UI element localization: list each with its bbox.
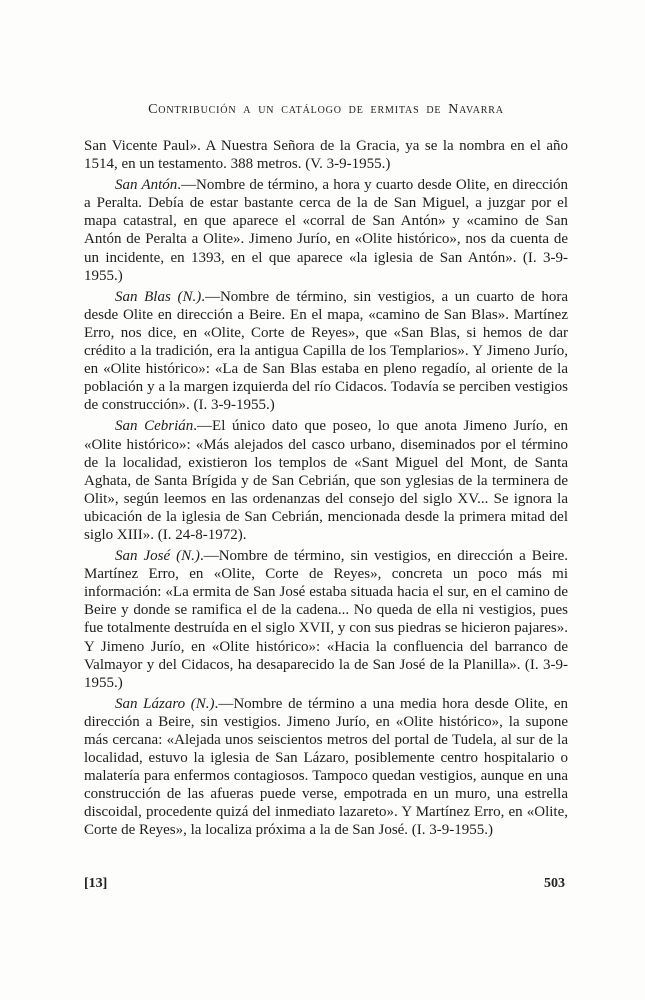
paragraph-san-cebrian <box>84 417 568 544</box>
entry-name: San Antón <box>115 177 178 194</box>
paragraph-text: .—Nombre de término a una media hora desde Olite, en dirección a Beire, sin vestigios. Jimeno Jurío, en «Olite histórico», la supone más cercana: «Alejada unos seiscientos metros del portal de Tudela, al sur de la localidad, estuvo la iglesia de San Lázaro, posiblemente centro hospitalario o malatería para enfermos contagiosos. Tampoco quedan vestigios, aunque en una construcción de las afueras puede verse, empotrada en un muro, una estrella discoidal, procedente quizá del inmediato lazareto». Y Martínez Erro, en «Olite, Corte de Reyes», la localiza próxima a la de San José. (I. 3-9-1955.) <box>84 695 568 839</box>
paragraph-text: .—Nombre de término, a hora y cuarto desde Olite, en dirección a Peralta. Debía de estar bastante cerca de la de San Miguel, a juzgar por el mapa catastral, en que aparece el «corral de San Antón» y «camino de San Antón de Peralta a Olite». Jimeno Jurío, en «Olite histórico», nos da cuenta de un incidente, en 1393, en el que aparece «la iglesia de San Antón». (I. 3-9-1955.) <box>84 177 568 284</box>
paragraph-san-vicente <box>84 137 568 173</box>
paragraph-san-lazaro <box>84 695 568 840</box>
page-body <box>84 137 568 843</box>
paragraph-san-anton <box>84 176 568 285</box>
entry-name: San José (N.) <box>115 548 200 565</box>
paragraph-san-jose <box>84 547 568 692</box>
paragraph-text: San Vicente Paul». A Nuestra Señora de la Gracia, ya se la nombra en el año 1514, en un testamento. 388 metros. (V. 3-9-1955.) <box>84 138 568 173</box>
page-footer <box>84 876 565 894</box>
entry-name: San Cebrián <box>115 418 194 435</box>
paragraph-san-blas <box>84 288 568 415</box>
entry-name: San Lázaro (N.) <box>115 695 215 712</box>
folio-bracket: [13] <box>84 876 108 891</box>
page-number: 503 <box>544 876 565 891</box>
paragraph-text: .—Nombre de término, sin vestigios, a un cuarto de hora desde Olite en dirección a Beire. En el mapa, «camino de San Blas». Martínez Erro, nos dice, en «Olite, Corte de Reyes», que «San Blas, si hemos de dar crédito a la tradición, era la antigua Capilla de los Templarios». Y Jimeno Jurío, en «Olite histórico»: «La de San Blas estaba en pleno regadío, al oriente de la población y a la margen izquierda del río Cidacos. Todavía se perciben vestigios de construcción». (I. 3-9-1955.) <box>84 288 568 414</box>
paragraph-text: .—El único dato que poseo, lo que anota Jimeno Jurío, en «Olite histórico»: «Más alejados del casco urbano, diseminados por el término de la localidad, existieron los templos de «Sant Miguel del Mont, de Santa Aghata, de Santa Brígida y de San Cebrián, que son yglesias de la terminera de Olit», según leemos en las ordenanzas del consejo del siglo XV... Se ignora la ubicación de la iglesia de San Cebrián, mencionada desde la primera mitad del siglo XIII». (I. 24-8-1972). <box>84 418 568 543</box>
entry-name: San Blas (N.) <box>115 288 202 305</box>
running-header: Contribución a un catálogo de ermitas de Navarra <box>148 102 504 117</box>
paragraph-text: .—Nombre de término, sin vestigios, en dirección a Beire. Martínez Erro, en «Olite, Corte de Reyes», concreta un poco más mi información: «La ermita de San José estaba situada hacia el sur, en el camino de Beire y donde se ramifica el de la cadena... No queda de ella ni vestigios, pues fue totalmente destruída en el siglo XVII, y con sus piedras se hicieron pajares». Y Jimeno Jurío, en «Olite histórico»: «Hacia la confluencia del barranco de Valmayor y del Cidacos, ha desaparecido la de San José de la Planilla». (I. 3-9-1955.) <box>84 548 568 691</box>
